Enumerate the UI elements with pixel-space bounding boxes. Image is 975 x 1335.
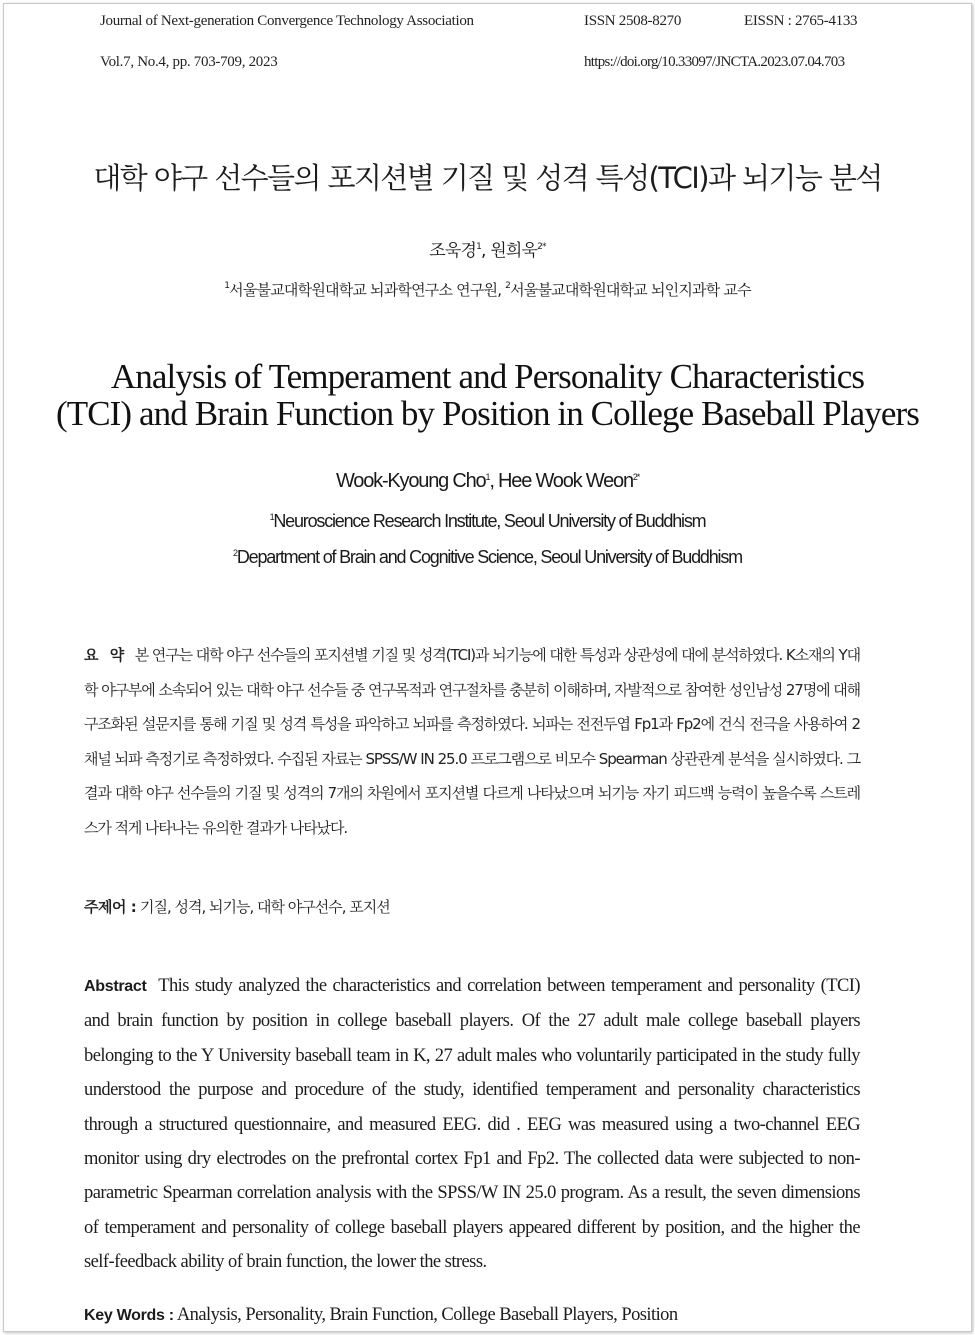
korean-abstract-text: 본 연구는 대학 야구 선수들의 포지션별 기질 및 성격(TCI)과 뇌기능에 대한 특성과 상관성에 대에 분석하였다. K소재의 Y대학 야구부에 소속되어 있는 대학 야구 선수들 중 연구목적과 연구절차를 충분히 이해하며, 자발적으로 참여한 성인남성 27명에 대해 구조화된 설문지를 통해 기질 및 성격 특성을 파악하고 뇌파를 측정하였다. 뇌파는 전전두엽 Fp1과 Fp2에 건식 전극을 사용하여 2 채널 뇌파 측정기로 측정하였다. 수집된 자료는 SPSS/W IN 25.0 프로그램으로 비모수 Spearman 상관관계 분석을 실시하였다. 그 결과 대학 야구 선수들의 기질 및 성격의 7개의 차원에서 포지션별 다르게 나타났으며 뇌기능 자기 피드백 능력이 높을수록 스트레스가 적게 나타나는 유의한 결과가 나타났다. [84,646,860,837]
volume-info: Vol.7, No.4, pp. 703-709, 2023 [100,54,278,70]
author-name: Hee Wook Weon [498,470,633,492]
author-name: 조욱경 [429,241,477,261]
korean-authors [0,236,975,261]
korean-abstract [84,638,860,845]
title-line: Analysis of Temperament and Personality Characteristics [110,357,865,396]
english-abstract-text: This study analyzed the characteristics and correlation between temperament and personality (TCI) and brain function by position in college baseball players. Of the 27 adult male college baseball players belonging to the Y University baseball team in K, 27 adult males who voluntarily participated in the study fully understood the purpose and procedure of the study, identified temperament and personality characteristics through a structured questionnaire, and measured EEG. did . EEG was measured using a two-channel EEG monitor using dry electrodes on the prefrontal cortex Fp1 and Fp2. The collected data were subjected to non-parametric Spearman correlation analysis with the SPSS/W IN 25.0 program. As a result, the seven dimensions of temperament and personality of college baseball players appeared different by position, and the higher the self-feedback ability of brain function, the lower the stress. [84,976,860,1273]
english-affiliation-1 [0,511,975,532]
affiliation-mark: 2* [632,472,639,482]
affiliation-mark: 1 [476,242,482,252]
english-abstract [84,969,860,1280]
english-abstract-label: Abstract [84,978,147,995]
english-keywords-label: Key Words : [84,1307,174,1324]
korean-keywords [84,896,390,917]
issn: ISSN 2508-8270 [584,13,682,29]
korean-keywords-label: 주제어 : [84,898,137,916]
affiliation: Neuroscience Research Institute, Seoul University of Buddhism [273,511,706,531]
korean-title: 대학 야구 선수들의 포지션별 기질 및 성격 특성(TCI)과 뇌기능 분석 [93,161,882,195]
journal-name: Journal of Next-generation Convergence Technology Association [100,13,474,29]
affiliation: 서울불교대학원대학교 뇌과학연구소 연구원, [229,281,506,299]
affiliation: Department of Brain and Cognitive Science, Seoul University of Buddhism [236,547,742,567]
affiliation-mark: 1 [269,512,274,522]
author-separator: , [481,241,491,261]
affiliation-mark: 2* [537,242,546,252]
affiliation-mark: 1 [485,472,490,482]
eissn: EISSN : 2765-4133 [744,13,858,29]
korean-affiliations [0,279,975,300]
affiliation-mark: 1 [224,281,230,291]
affiliation-mark: 2 [505,281,511,291]
title-line: (TCI) and Brain Function by Position in College Baseball Players [56,394,919,433]
english-affiliation-2 [0,547,975,568]
author-separator: , [489,470,499,492]
english-title [0,358,975,432]
author-name: Wook-Kyoung Cho [335,470,486,492]
korean-keywords-text: 기질, 성격, 뇌기능, 대학 야구선수, 포지션 [139,898,390,916]
affiliation-mark: 2 [233,548,237,558]
author-name: 원희욱 [490,241,538,261]
english-authors [0,470,975,493]
affiliation: 서울불교대학원대학교 뇌인지과학 교수 [510,281,751,299]
english-keywords [84,1305,678,1326]
doi-link[interactable]: https://doi.org/10.33097/JNCTA.2023.07.04.703 [584,54,845,70]
english-keywords-text: Analysis, Personality, Brain Function, College Baseball Players, Position [176,1305,678,1325]
korean-abstract-label: 요 약 [84,646,128,664]
